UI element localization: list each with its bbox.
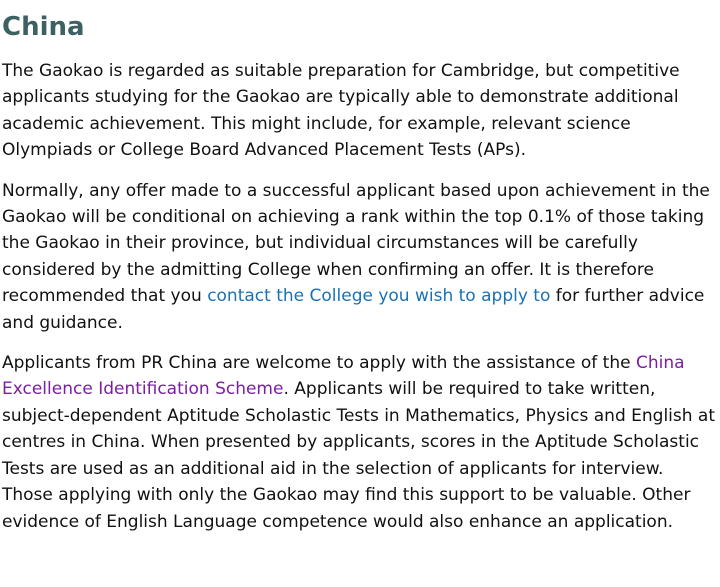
paragraph-gaokao-preparation: [2, 58, 718, 164]
paragraph-text: The Gaokao is regarded as suitable preparation for Cambridge, but competitive applicants studying for the Gaokao are typically able to demonstrate additional academic achievement. This might include, for example, relevant science Olympiads or College Board Advanced Placement Tests (APs).: [2, 61, 680, 161]
paragraph-text-before-link: Normally, any offer made to a successful applicant based upon achievement in the Gaokao will be conditional on achieving a rank within the top 0.1% of those taking the Gaokao in their province, but individual circumstances will be carefully considered by the admitting College when confirming an offer. It is therefore recommended that you: [2, 180, 710, 307]
paragraph-text-before-link: Applicants from PR China are welcome to apply with the assistance of the: [2, 353, 636, 374]
china-excellence-scheme-link[interactable]: China Excellence Identification Scheme: [2, 353, 685, 400]
paragraph-excellence-scheme: [2, 350, 718, 535]
paragraph-text-after-link: . Applicants will be required to take written, subject-dependent Aptitude Scholastic Tests in Mathematics, Physics and English at centres in China. When presented by applicants, scores in the Aptitude Scholastic Tests are used as an additional aid in the selection of applicants for interview. Those applying with only the Gaokao may find this support to be valuable. Other evidence of English Language competence would also enhance an application.: [2, 379, 716, 532]
section-heading: China: [2, 12, 85, 42]
contact-college-link[interactable]: contact the College you wish to apply to: [207, 286, 551, 307]
paragraph-text-after-link: for further advice and guidance.: [2, 286, 705, 333]
paragraph-offer-conditions: [2, 178, 718, 336]
